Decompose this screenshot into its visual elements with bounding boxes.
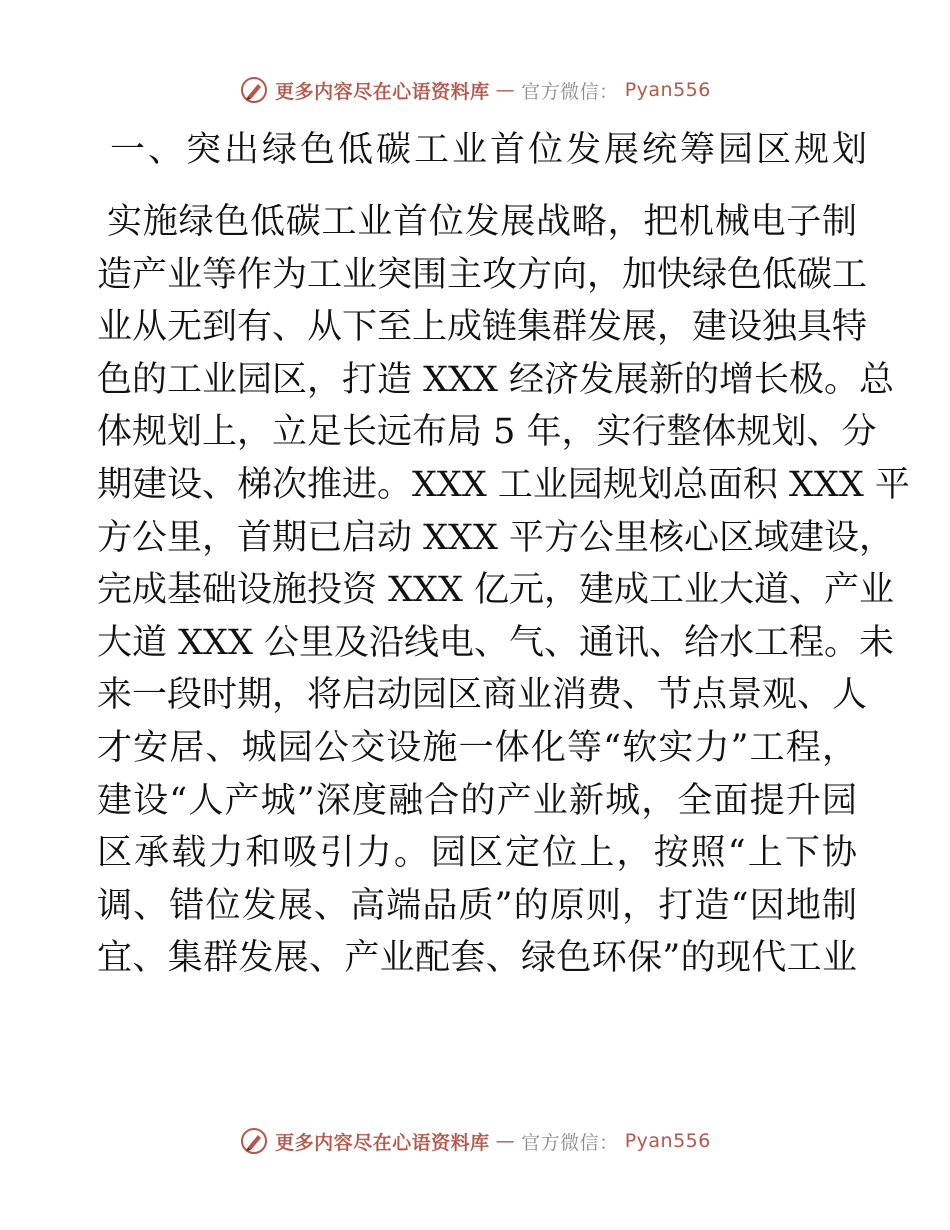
paragraph-line: 期建设、梯次推进。XXX 工业园规划总面积 XXX 平 — [97, 464, 910, 505]
watermark-account-id: Pyan556 — [624, 79, 711, 101]
watermark-label: 官方微信： — [521, 80, 619, 103]
paragraph-line: 调、错位发展、高端品质”的原则，打造“因地制 — [97, 885, 857, 926]
section-heading: 一、突出绿色低碳工业首位发展统筹园区规划 — [110, 130, 871, 170]
watermark-account-id: Pyan556 — [624, 1130, 711, 1152]
paragraph-line: 方公里，首期已启动 XXX 平方公里核心区域建设， — [97, 517, 895, 558]
footer-watermark — [0, 1121, 950, 1161]
paragraph-line: 来一段时期，将启动园区商业消费、节点景观、人 — [97, 675, 868, 716]
watermark-main-text: 更多内容尽在心语资料库 — [275, 1131, 490, 1154]
paragraph-line: 色的工业园区，打造 XXX 经济发展新的增长极。总 — [97, 359, 895, 400]
watermark-dash: — — [495, 79, 516, 101]
paragraph-line: 实施绿色低碳工业首位发展战略，把机械电子制 — [107, 202, 857, 242]
paragraph-line: 宜、集群发展、产业配套、绿色环保”的现代工业 — [97, 938, 857, 979]
watermark-dash: — — [495, 1130, 516, 1152]
paragraph-line: 大道 XXX 公里及沿线电、气、通讯、给水工程。未 — [97, 622, 895, 663]
paragraph-line: 建设“人产城”深度融合的产业新城，全面提升园 — [97, 780, 857, 821]
watermark-label: 官方微信： — [521, 1131, 619, 1154]
body-paragraph — [97, 196, 910, 985]
pen-logo-icon — [239, 75, 269, 105]
paragraph-line: 业从无到有、从下至上成链集群发展，建设独具特 — [97, 307, 868, 348]
paragraph-line: 完成基础设施投资 XXX 亿元，建成工业大道、产业 — [97, 570, 895, 611]
watermark-main-text: 更多内容尽在心语资料库 — [275, 80, 490, 103]
paragraph-line: 才安居、城园公交设施一体化等“软实力”工程， — [97, 727, 857, 768]
header-watermark — [0, 70, 950, 110]
paragraph-line: 造产业等作为工业突围主攻方向，加快绿色低碳工 — [97, 254, 868, 295]
paragraph-line: 体规划上，立足长远布局 5 年，实行整体规划、分 — [97, 412, 877, 453]
pen-logo-icon — [239, 1126, 269, 1156]
paragraph-line: 区承载力和吸引力。园区定位上，按照“上下协 — [97, 833, 857, 874]
